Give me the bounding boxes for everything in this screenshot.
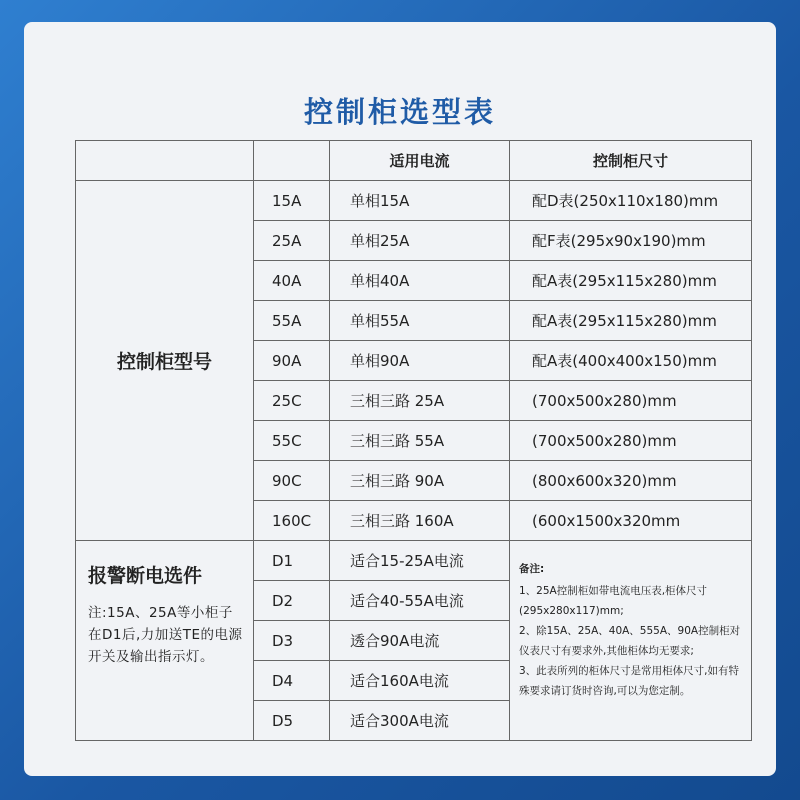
- table-row: [76, 541, 752, 581]
- alarm-code: D2: [254, 581, 330, 621]
- header-current: 适用电流: [330, 141, 510, 181]
- model-code: 55A: [254, 301, 330, 341]
- model-current: 单相25A: [330, 221, 510, 261]
- model-code: 55C: [254, 421, 330, 461]
- alarm-code: D5: [254, 701, 330, 741]
- model-current: 三相三路 160A: [330, 501, 510, 541]
- model-current: 单相40A: [330, 261, 510, 301]
- alarm-group-note: 注:15A、25A等小柜子在D1后,力加送TE的电源开关及输出指示灯。: [88, 605, 243, 665]
- model-size: 配F表(295x90x190)mm: [510, 221, 752, 261]
- header-cell-1: [76, 141, 254, 181]
- alarm-group-cell: [76, 541, 254, 741]
- model-code: 90A: [254, 341, 330, 381]
- model-code: 15A: [254, 181, 330, 221]
- model-current: 三相三路 55A: [330, 421, 510, 461]
- alarm-current: 适合40-55A电流: [330, 581, 510, 621]
- model-size: (700x500x280)mm: [510, 381, 752, 421]
- model-size: (700x500x280)mm: [510, 421, 752, 461]
- alarm-code: D1: [254, 541, 330, 581]
- model-code: 160C: [254, 501, 330, 541]
- header-cabinet-size: 控制柜尺寸: [510, 141, 752, 181]
- model-current: 三相三路 90A: [330, 461, 510, 501]
- model-size: 配D表(250x110x180)mm: [510, 181, 752, 221]
- alarm-code: D3: [254, 621, 330, 661]
- model-size: (600x1500x320mm: [510, 501, 752, 541]
- table-row: [76, 181, 752, 221]
- selection-card: [24, 22, 776, 776]
- model-code: 25C: [254, 381, 330, 421]
- model-size: 配A表(295x115x280)mm: [510, 301, 752, 341]
- model-size: 配A表(400x400x150)mm: [510, 341, 752, 381]
- model-current: 单相55A: [330, 301, 510, 341]
- model-size: (800x600x320)mm: [510, 461, 752, 501]
- header-row: [76, 141, 752, 181]
- model-code: 90C: [254, 461, 330, 501]
- alarm-current: 透合90A电流: [330, 621, 510, 661]
- page-title: 控制柜选型表: [303, 95, 496, 129]
- note-line: 1、25A控制柜如带电流电压表,柜体尺寸(295x280x117)mm;: [519, 585, 708, 617]
- model-code: 25A: [254, 221, 330, 261]
- alarm-current: 适合300A电流: [330, 701, 510, 741]
- model-current: 三相三路 25A: [330, 381, 510, 421]
- selection-table: [75, 140, 752, 741]
- alarm-current: 适合160A电流: [330, 661, 510, 701]
- model-current: 单相15A: [330, 181, 510, 221]
- notes-cell: [510, 541, 752, 741]
- model-group-label: 控制柜型号: [76, 181, 254, 541]
- notes-heading: 备注:: [519, 563, 545, 575]
- alarm-group-label: 报警断电选件: [88, 565, 203, 587]
- model-code: 40A: [254, 261, 330, 301]
- note-line: 2、除15A、25A、40A、555A、90A控制柜对仪表尺寸有要求外,其他柜体均无要求;: [519, 625, 741, 657]
- header-cell-2: [254, 141, 330, 181]
- model-current: 单相90A: [330, 341, 510, 381]
- note-line: 3、此表所列的柜体尺寸是常用柜体尺寸,如有特殊要求请订货时咨询,可以为您定制。: [519, 665, 740, 697]
- alarm-code: D4: [254, 661, 330, 701]
- alarm-current: 适合15-25A电流: [330, 541, 510, 581]
- model-size: 配A表(295x115x280)mm: [510, 261, 752, 301]
